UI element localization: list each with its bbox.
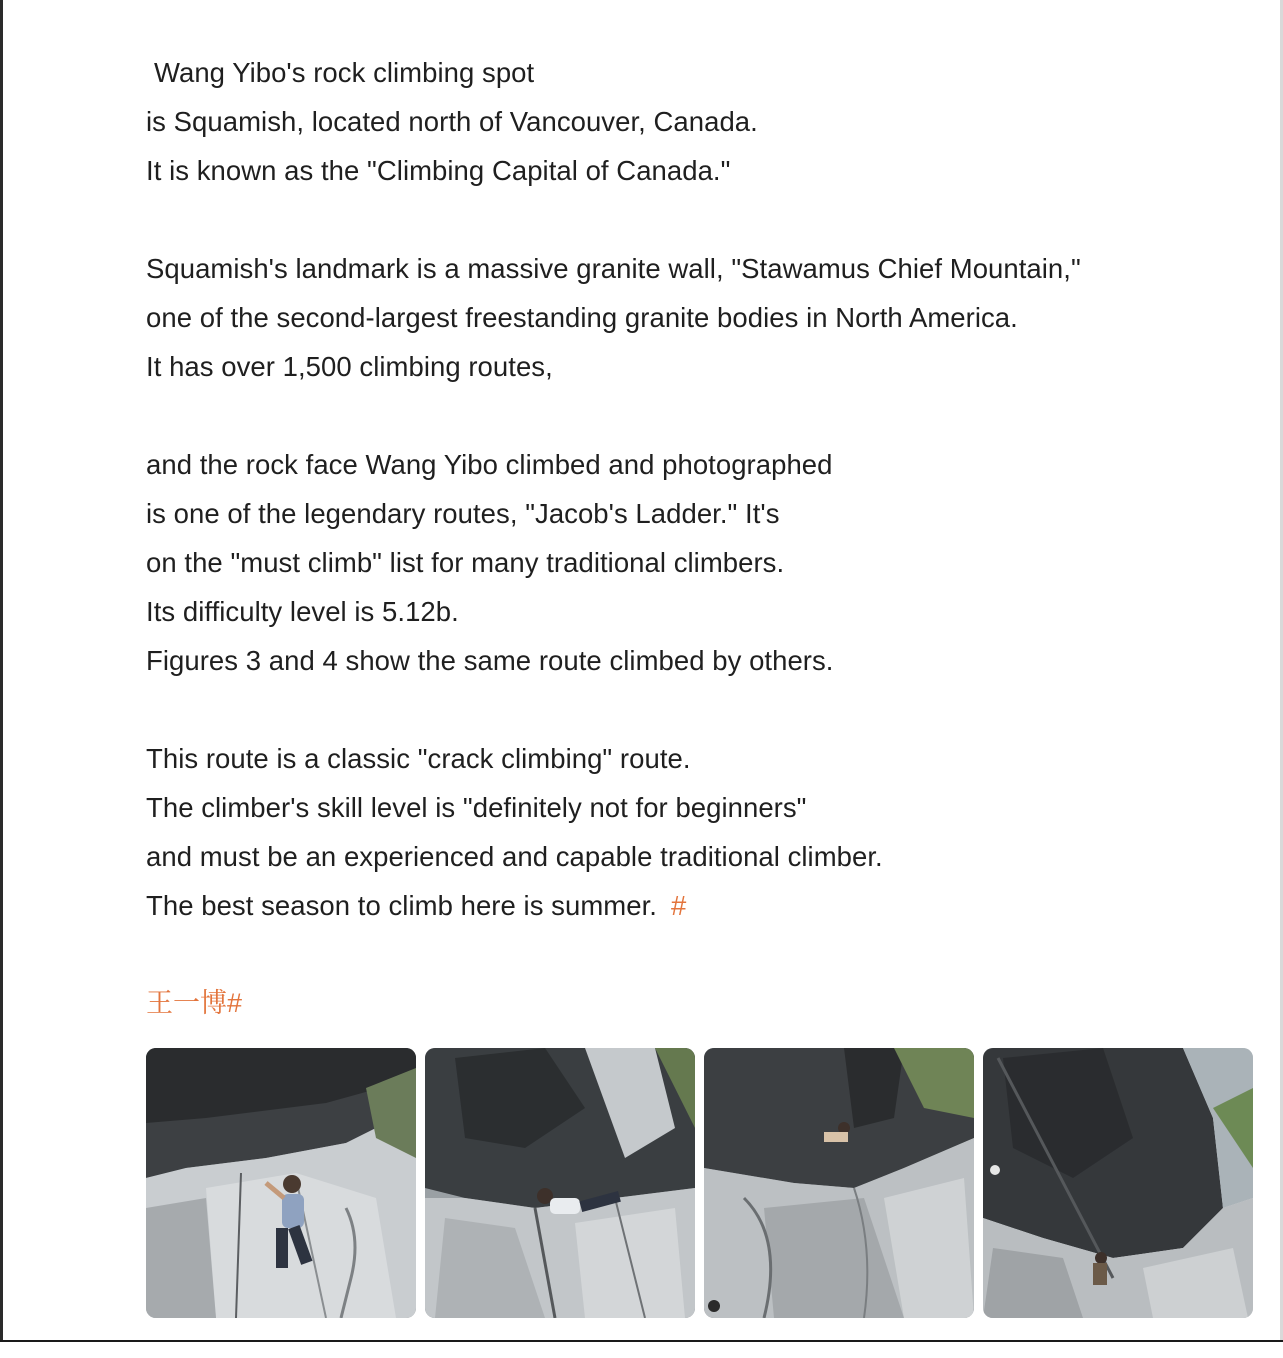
post-text-line: Wang Yibo's rock climbing spot: [154, 57, 535, 88]
photo-gallery: [146, 1048, 1253, 1318]
post-text-line-last: [146, 881, 1246, 930]
photo-thumbnail-4[interactable]: [983, 1048, 1253, 1318]
post-text-line: It has over 1,500 climbing routes,: [146, 351, 553, 382]
paragraph-gap: [146, 391, 1246, 440]
post-text-line: and must be an experienced and capable traditional climber.: [146, 841, 883, 872]
post-text-line: is Squamish, located north of Vancouver, Canada.: [146, 106, 758, 137]
post-text-span: The best season to climb here is summer.: [146, 890, 657, 921]
post-text-line: Figures 3 and 4 show the same route climbed by others.: [146, 645, 834, 676]
post-body: [146, 48, 1246, 930]
post-text-line: and the rock face Wang Yibo climbed and photographed: [146, 449, 833, 480]
post-text-line: on the "must climb" list for many traditional climbers.: [146, 547, 785, 578]
paragraph-gap: [146, 195, 1246, 244]
window-bottom-edge: [0, 1340, 1283, 1358]
photo-thumbnail-3[interactable]: [704, 1048, 974, 1318]
hashtag-link[interactable]: #: [670, 890, 687, 921]
photo-thumbnail-2[interactable]: [425, 1048, 695, 1318]
photo-thumbnail-1[interactable]: [146, 1048, 416, 1318]
photo-1-image: [146, 1048, 416, 1318]
topic-hashtag-link[interactable]: 王一博#: [146, 988, 243, 1018]
post-text-line: Squamish's landmark is a massive granite wall, "Stawamus Chief Mountain,": [146, 253, 1081, 284]
post-text-line: This route is a classic "crack climbing" route.: [146, 743, 691, 774]
photo-2-image: [425, 1048, 695, 1318]
photo-4-image: [983, 1048, 1253, 1318]
post-text-line: one of the second-largest freestanding granite bodies in North America.: [146, 302, 1018, 333]
post-text-line: is one of the legendary routes, "Jacob's Ladder." It's: [146, 498, 780, 529]
photo-3-image: [704, 1048, 974, 1318]
post-text-line: The climber's skill level is "definitely not for beginners": [146, 792, 807, 823]
post-text-line: Its difficulty level is 5.12b.: [146, 596, 459, 627]
paragraph-gap: [146, 685, 1246, 734]
post-text-line: It is known as the "Climbing Capital of Canada.": [146, 155, 731, 186]
